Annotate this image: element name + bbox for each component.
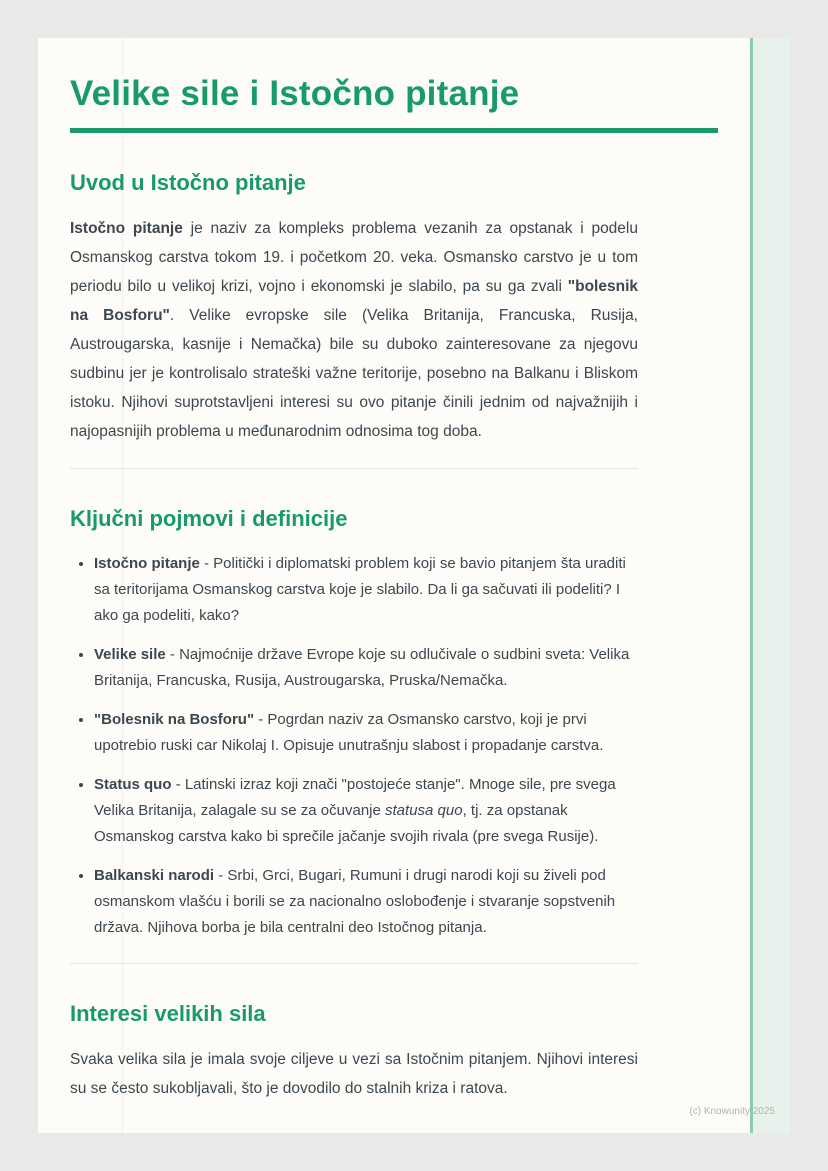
interests-paragraph: Svaka velika sila je imala svoje ciljeve u vezi sa Istočnim pitanjem. Njihovi interesi su se često sukobljavali, što je dovodilo do stalnih kriza i ratova. [70, 1051, 638, 1098]
side-accent-strip [750, 38, 790, 1133]
document-page [38, 38, 790, 1133]
title-underline [70, 128, 718, 133]
list-item-balkanski-narodi: • Balkanski narodi - Srbi, Grci, Bugari, Rumuni i drugi narodi koji su živeli pod osmanskom vlašću i borili se za nacionalno oslobođenje i stvaranje sopstvenih država. Njihova borba je bila centralni deo Istočnog pitanja. [94, 863, 638, 941]
list-item-istocno-pitanje: • Istočno pitanje - Politički i diplomatski problem koji se bavio pitanjem šta uraditi sa teritorijama Osmanskog carstva koje je slabilo. Da li ga sačuvati ili podeliti? I ako ga podeliti, kako? [94, 551, 638, 629]
page-title: Velike sile i Istočno pitanje [70, 74, 520, 113]
definitions-list [70, 551, 638, 941]
copyright-note: (c) Knowunity 2025 [689, 1106, 775, 1117]
section-divider [70, 963, 638, 964]
list-item-status-quo: • Status quo - Latinski izraz koji znači "postojeće stanje". Mnoge sile, pre svega Velika Britanija, zalagale su se za očuvanje statusa quo, tj. za opstanak Osmanskog carstva kako bi sprečile jačanje svojih rivala (pre svega Rusije). [94, 772, 638, 850]
section-heading-pojmovi: Ključni pojmovi i definicije [70, 505, 348, 531]
section-heading-interesi: Interesi velikih sila [70, 1001, 266, 1027]
intro-paragraph: Istočno pitanje je naziv za kompleks problema vezanih za opstanak i podelu Osmanskog carstva tokom 19. i početkom 20. veka. Osmansko carstvo je u tom periodu bilo u velikoj krizi, vojno i ekonomski je slabilo, pa su ga zvali "bolesnik na Bosforu". Velike evropske sile (Velika Britanija, Francuska, Rusija, Austrougarska, kasnije i Nemačka) bile su duboko zainteresovane za njegovu sudbinu jer je kontrolisalo strateški važne teritorije, posebno na Balkanu i Bliskom istoku. Njihovi suprotstavljeni interesi su ovo pitanje činili jednim od najvažnijih i najopasnijih problema u međunarodnim odnosima tog doba. [70, 219, 638, 440]
page-content [70, 70, 718, 1103]
list-item-velike-sile: • Velike sile - Najmoćnije države Evrope koje su odlučivale o sudbini sveta: Velika Britanija, Francuska, Rusija, Austrougarska, Pruska/Nemačka. [94, 642, 638, 694]
section-heading-uvod: Uvod u Istočno pitanje [70, 170, 306, 196]
section-divider [70, 468, 638, 469]
list-item-bolesnik-na-bosforu: • "Bolesnik na Bosforu" - Pogrdan naziv za Osmansko carstvo, koji je prvi upotrebio ruski car Nikolaj I. Opisuje unutrašnju slabost i propadanje carstva. [94, 707, 638, 759]
text-column [70, 169, 638, 1103]
